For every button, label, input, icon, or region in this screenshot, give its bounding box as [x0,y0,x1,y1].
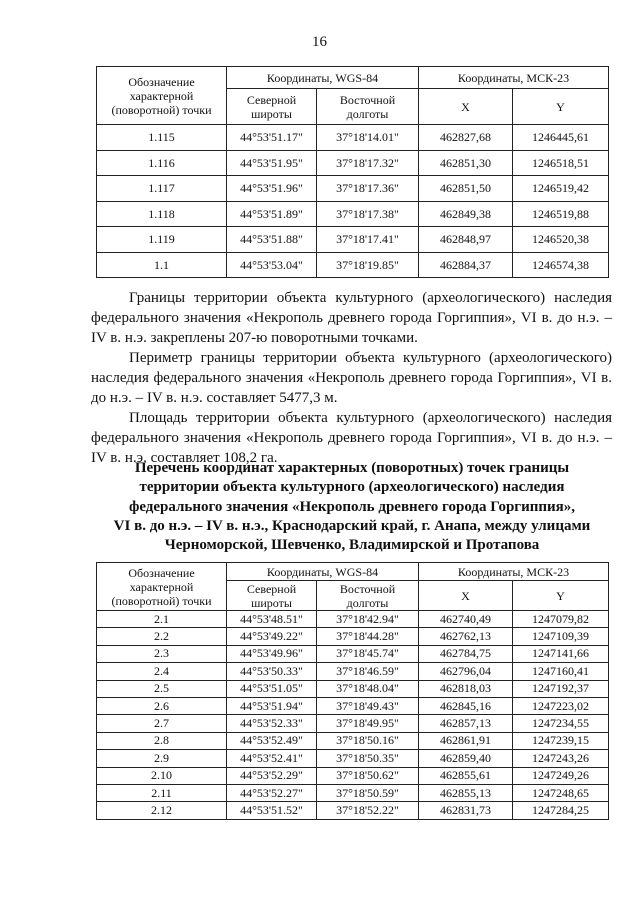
x-coordinate-cell: 462827,68 [419,125,513,151]
y-coordinate-cell: 1247248,65 [513,784,609,801]
header-msk23: Координаты, МСК-23 [419,67,609,89]
table-row [97,784,609,801]
latitude-cell: 44°53'49.96" [227,645,317,662]
x-coordinate-cell: 462784,75 [419,645,513,662]
longitude-cell: 37°18'50.16" [317,732,419,749]
longitude-cell: 37°18'17.36" [317,176,419,202]
table-row [97,767,609,784]
x-coordinate-cell: 462818,03 [419,680,513,697]
heading-line: территории объекта культурного (археологического) наследия [139,479,565,496]
latitude-cell: 44°53'51.88" [227,227,317,253]
header-y: Y [513,581,609,611]
longitude-cell: 37°18'45.74" [317,645,419,662]
longitude-cell: 37°18'50.62" [317,767,419,784]
point-number-cell: 1.118 [97,201,227,227]
latitude-cell: 44°53'51.96" [227,176,317,202]
paragraph-boundaries: Границы территории объекта культурного (археологического) наследия федерального значения «Некрополь древнего города Горгиппия», VI в. до н.э. – IV в. н.э. закреплены 207-ю поворотными точками. [91,290,612,346]
point-number-cell: 1.117 [97,176,227,202]
table-row [97,125,609,151]
table-row [97,732,609,749]
x-coordinate-cell: 462848,97 [419,227,513,253]
latitude-cell: 44°53'49.22" [227,628,317,645]
x-coordinate-cell: 462861,91 [419,732,513,749]
header-msk23: Координаты, МСК-23 [419,563,609,581]
heading-line: Черноморской, Шевченко, Владимирской и Протапова [164,537,540,554]
longitude-cell: 37°18'52.22" [317,802,419,819]
header-x: X [419,89,513,125]
y-coordinate-cell: 1247160,41 [513,663,609,680]
heading-line: Перечень координат характерных (поворотных) точек границы [134,460,570,476]
longitude-cell: 37°18'17.41" [317,227,419,253]
latitude-cell: 44°53'52.29" [227,767,317,784]
x-coordinate-cell: 462740,49 [419,611,513,628]
coordinates-table-1 [96,66,609,278]
header-y: Y [513,89,609,125]
header-wgs84: Координаты, WGS-84 [227,67,419,89]
x-coordinate-cell: 462857,13 [419,715,513,732]
latitude-cell: 44°53'52.41" [227,750,317,767]
table-row [97,715,609,732]
point-number-cell: 1.116 [97,150,227,176]
point-number-cell: 2.1 [97,611,227,628]
header-x: X [419,581,513,611]
table-row [97,750,609,767]
latitude-cell: 44°53'52.33" [227,715,317,732]
latitude-cell: 44°53'51.95" [227,150,317,176]
point-number-cell: 1.115 [97,125,227,151]
x-coordinate-cell: 462855,61 [419,767,513,784]
section-heading [70,459,634,555]
y-coordinate-cell: 1247223,02 [513,697,609,714]
y-coordinate-cell: 1246519,88 [513,201,609,227]
y-coordinate-cell: 1246518,51 [513,150,609,176]
latitude-cell: 44°53'53.04" [227,252,317,278]
paragraph-perimeter: Периметр границы территории объекта культурного (археологического) наследия федерального значения «Некрополь древнего города Горгиппия», VI в. до н.э. – IV в. н.э. составляет 5477,3 м. [91,350,612,406]
header-east-longitude: Восточной долготы [317,89,419,125]
x-coordinate-cell: 462831,73 [419,802,513,819]
latitude-cell: 44°53'51.52" [227,802,317,819]
table-row [97,611,609,628]
y-coordinate-cell: 1246445,61 [513,125,609,151]
point-number-cell: 2.6 [97,697,227,714]
header-east-longitude: Восточной долготы [317,581,419,611]
table-row [97,697,609,714]
longitude-cell: 37°18'14.01" [317,125,419,151]
table-body [97,611,609,820]
point-number-cell: 2.11 [97,784,227,801]
heading-line: VI в. до н.э. – IV в. н.э., Краснодарский край, г. Анапа, между улицами [113,517,591,534]
latitude-cell: 44°53'51.17" [227,125,317,151]
latitude-cell: 44°53'51.05" [227,680,317,697]
table-row [97,201,609,227]
y-coordinate-cell: 1247239,15 [513,732,609,749]
x-coordinate-cell: 462796,04 [419,663,513,680]
longitude-cell: 37°18'44.28" [317,628,419,645]
point-number-cell: 1.119 [97,227,227,253]
longitude-cell: 37°18'50.35" [317,750,419,767]
table-body [97,125,609,278]
y-coordinate-cell: 1247109,39 [513,628,609,645]
y-coordinate-cell: 1247079,82 [513,611,609,628]
table-row [97,252,609,278]
longitude-cell: 37°18'49.95" [317,715,419,732]
point-number-cell: 2.7 [97,715,227,732]
header-north-latitude: Северной широты [227,89,317,125]
y-coordinate-cell: 1247243,26 [513,750,609,767]
point-number-cell: 2.12 [97,802,227,819]
point-number-cell: 2.10 [97,767,227,784]
table-row [97,645,609,662]
table-row [97,176,609,202]
body-text [91,288,612,468]
y-coordinate-cell: 1247192,37 [513,680,609,697]
point-number-cell: 2.2 [97,628,227,645]
longitude-cell: 37°18'17.38" [317,201,419,227]
table-row [97,227,609,253]
table-row [97,680,609,697]
x-coordinate-cell: 462884,37 [419,252,513,278]
table-row [97,802,609,819]
table-row [97,628,609,645]
x-coordinate-cell: 462762,13 [419,628,513,645]
longitude-cell: 37°18'46.59" [317,663,419,680]
latitude-cell: 44°53'52.49" [227,732,317,749]
x-coordinate-cell: 462851,30 [419,150,513,176]
longitude-cell: 37°18'50.59" [317,784,419,801]
x-coordinate-cell: 462851,50 [419,176,513,202]
point-number-cell: 2.8 [97,732,227,749]
longitude-cell: 37°18'48.04" [317,680,419,697]
longitude-cell: 37°18'42.94" [317,611,419,628]
latitude-cell: 44°53'51.94" [227,697,317,714]
y-coordinate-cell: 1246574,38 [513,252,609,278]
header-point: Обозначение характерной (поворотной) точки [97,67,227,125]
longitude-cell: 37°18'49.43" [317,697,419,714]
longitude-cell: 37°18'19.85" [317,252,419,278]
header-point: Обозначение характерной (поворотной) точки [97,563,227,611]
point-number-cell: 2.5 [97,680,227,697]
point-number-cell: 1.1 [97,252,227,278]
x-coordinate-cell: 462859,40 [419,750,513,767]
point-number-cell: 2.3 [97,645,227,662]
point-number-cell: 2.9 [97,750,227,767]
coordinates-table-2 [96,562,609,820]
y-coordinate-cell: 1247141,66 [513,645,609,662]
page-number: 16 [312,34,327,50]
y-coordinate-cell: 1247249,26 [513,767,609,784]
table-row [97,663,609,680]
point-number-cell: 2.4 [97,663,227,680]
heading-line: федерального значения «Некрополь древнего города Горгиппия», [128,498,576,515]
latitude-cell: 44°53'50.33" [227,663,317,680]
paragraph-area: Площадь территории объекта культурного (археологического) наследия федерального значения «Некрополь древнего города Горгиппия», VI в. до н.э. – IV в. н.э. составляет 108,2 га. [91,410,612,466]
table-row [97,150,609,176]
y-coordinate-cell: 1247284,25 [513,802,609,819]
latitude-cell: 44°53'52.27" [227,784,317,801]
header-wgs84: Координаты, WGS-84 [227,563,419,581]
y-coordinate-cell: 1246520,38 [513,227,609,253]
x-coordinate-cell: 462849,38 [419,201,513,227]
longitude-cell: 37°18'17.32" [317,150,419,176]
x-coordinate-cell: 462845,16 [419,697,513,714]
latitude-cell: 44°53'51.89" [227,201,317,227]
header-north-latitude: Северной широты [227,581,317,611]
y-coordinate-cell: 1246519,42 [513,176,609,202]
x-coordinate-cell: 462855,13 [419,784,513,801]
latitude-cell: 44°53'48.51" [227,611,317,628]
y-coordinate-cell: 1247234,55 [513,715,609,732]
